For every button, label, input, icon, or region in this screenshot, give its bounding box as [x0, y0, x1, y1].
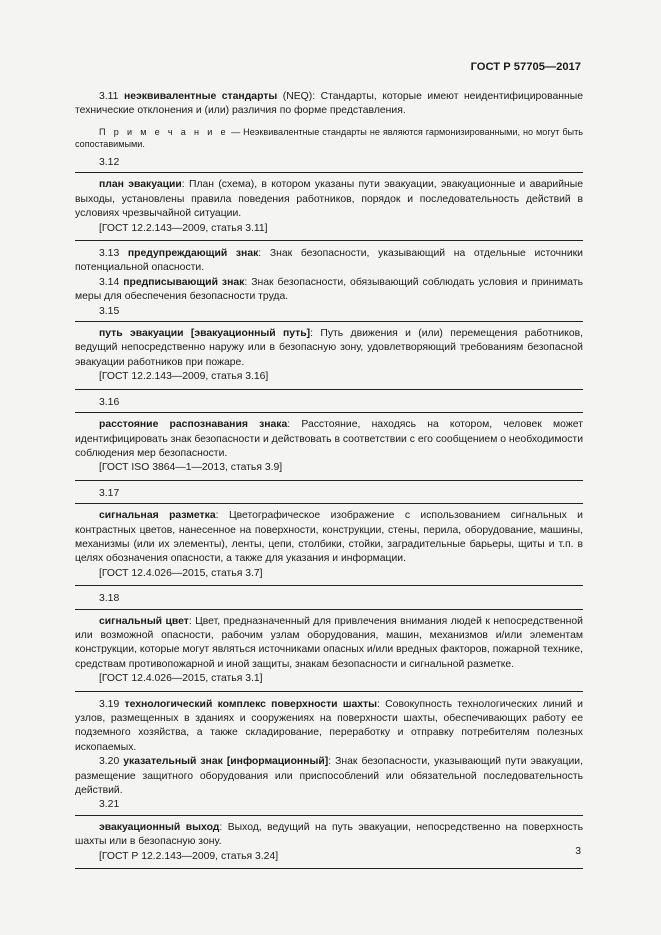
definition: : Цветографическое изображение с использованием сигнальных и контрастных цветов, нанесенное на поверхности, конструкции, стены, перила, оборудование, машины, механизмы (или их элементы), ленты, цепи, столбики, стойки, заградительные барьеры, щиты и т.п. в целях обозначения опасности, а также для указания и информации. [75, 510, 583, 565]
definition-paragraph [75, 327, 583, 370]
clause-number-3-15: 3.15 [99, 305, 120, 317]
source-reference: [ГОСТ 12.2.143—2009, статья 3.11] [99, 222, 268, 234]
clause-3-19 [75, 698, 583, 756]
definition-paragraph [75, 615, 583, 673]
term-box-3-12 [75, 172, 583, 241]
clause-number: 3.13 [99, 248, 128, 260]
source-reference: [ГОСТ Р 12.2.143—2009, статья 3.24] [99, 850, 279, 862]
clause-number-3-12: 3.12 [99, 157, 120, 168]
document-header: ГОСТ Р 57705—2017 [470, 61, 581, 73]
clause-number: 3.14 [99, 276, 124, 288]
definition: : Знак безопасности, указывающий на отдельные источники потенциальной опасности. [75, 248, 583, 274]
document-content [75, 90, 583, 875]
term-box-3-21 [75, 815, 583, 869]
source-reference: [ГОСТ 12.2.143—2009, статья 3.16] [99, 371, 269, 383]
definition: : Знак безопасности, обязывающий соблюдать условия и принимать меры для обеспечения безопасности труда. [75, 276, 583, 303]
term: указательный знак [информационный] [123, 756, 329, 768]
clause-3-13 [75, 247, 583, 276]
note-label: П р и м е ч а н и е [99, 126, 229, 137]
definition: : Знак безопасности, указывающий пути эвакуации, размещение защитного оборудования или приспособлений или обязательной последовательность действий. [75, 756, 583, 797]
definition-paragraph [75, 509, 583, 567]
definition: : Расстояние, находясь на котором, человек может идентифицировать знак безопасности и действовать в соответствии с его сообщением о необходимости соблюдения мер безопасности. [75, 419, 583, 459]
definition: (NEQ): Стандарты, которые имеют неидентифицированные технические отклонения и (или) различия по форме представления. [75, 91, 583, 117]
term: сигнальный цвет [99, 615, 189, 627]
term: предупреждающий знак [127, 248, 259, 260]
clause-number-3-16: 3.16 [99, 396, 120, 408]
definition-paragraph [75, 418, 583, 461]
definition: : План (схема), в котором указаны пути эвакуации, эвакуационные и аварийные выходы, установлены правила поведения работников, порядок и последовательность действий в условиях чрезвычайной ситуации. [75, 179, 584, 220]
source-reference: [ГОСТ 12.4.026—2015, статья 3.7] [99, 567, 263, 579]
clause-3-14 [75, 276, 583, 305]
definition: : Путь движения и (или) перемещения работников, ведущий непосредственно наружу или в безопасную зону, удовлетворяющий требованиям безопасной эвакуации работников при пожаре. [75, 328, 584, 368]
definition-paragraph [75, 821, 583, 850]
clause-3-20 [75, 755, 583, 798]
term: предписывающий знак [123, 276, 245, 288]
clause-number: 3.19 [99, 698, 125, 710]
definition-paragraph [75, 178, 583, 221]
term-box-3-16 [75, 412, 583, 481]
term: технологический комплекс поверхности шахты [124, 698, 378, 710]
definition: : Цвет, предназначенный для привлечения внимания людей к непосредственной или возможной опасности, рабочим узлам оборудования, машин, механизмов и/или элементам конструкции, которые могут являться источниками опасных и/или вредных факторов, пожарной технике, средствам противопожарной и иной защиты, знакам безопасности и сигнальной разметке. [75, 615, 583, 670]
clause-number-3-21: 3.21 [99, 799, 120, 811]
term: план эвакуации [99, 179, 182, 191]
term: расстояние распознавания знака [99, 419, 288, 431]
clause-number-3-17: 3.17 [99, 487, 120, 499]
term-box-3-17 [75, 503, 583, 586]
note-text: — Неэквивалентные стандарты не являются гармонизированными, но могут быть сопоставимыми. [75, 126, 583, 150]
note [75, 126, 583, 151]
clause-number: 3.11 [99, 91, 124, 102]
term: эвакуационный выход [99, 821, 220, 833]
definition: : Совокупность технологических линий и узлов, размещенных в зданиях и сооружениях на поверхности шахты, обеспечивающих работу ее подземного хозяйства, а также складирование, переработку и отправку потребителям полезных ископаемых. [75, 698, 583, 753]
term-box-3-18 [75, 609, 583, 692]
term: неэквивалентные стандарты [123, 91, 278, 102]
source-reference: [ГОСТ 12.4.026—2015, статья 3.1] [99, 673, 263, 685]
definition: : Выход, ведущий на путь эвакуации, непосредственно на поверхность шахты или в безопасную зону. [75, 821, 583, 848]
clause-number-3-18: 3.18 [99, 593, 120, 605]
page-number: 3 [575, 846, 581, 857]
term: путь эвакуации [эвакуационный путь] [99, 328, 311, 340]
clause-number: 3.20 [99, 756, 124, 768]
term: сигнальная разметка [99, 510, 216, 522]
clause-3-11 [75, 90, 583, 119]
term-box-3-15 [75, 321, 583, 390]
source-reference: [ГОСТ ISO 3864—1—2013, статья 3.9] [99, 462, 283, 474]
